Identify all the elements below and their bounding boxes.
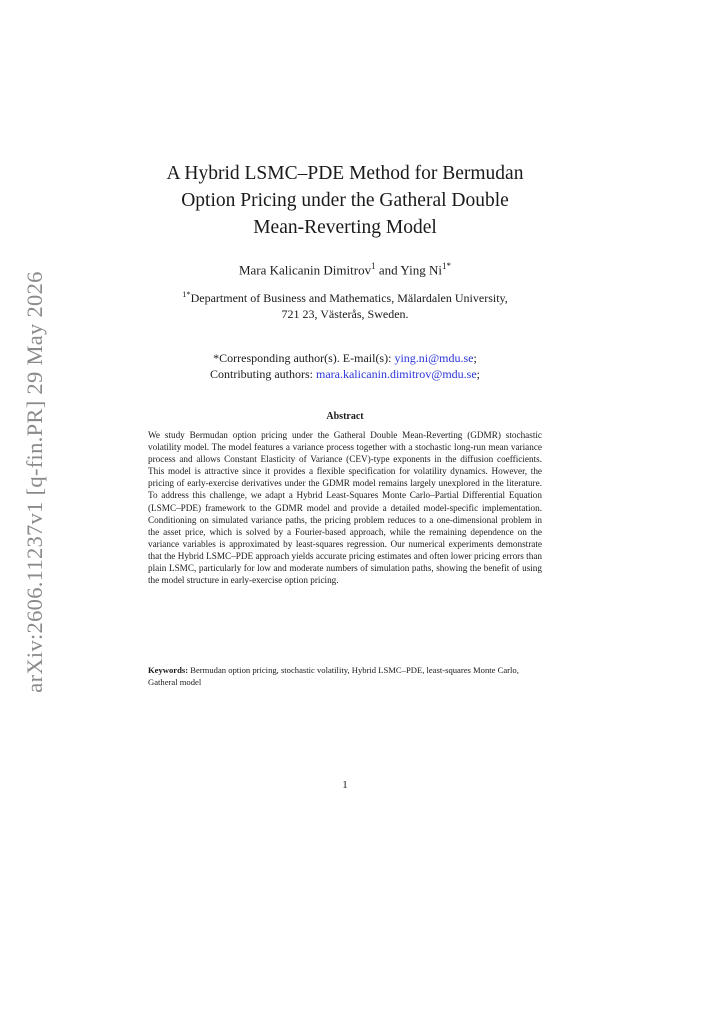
author-affil-marker: 1* bbox=[441, 261, 452, 271]
contact-info bbox=[130, 350, 560, 382]
author-connector: and bbox=[375, 262, 401, 278]
affiliation-line: Department of Business and Mathematics, Mälardalen University, bbox=[190, 291, 508, 305]
title-line: Mean-Reverting Model bbox=[253, 217, 437, 238]
corresponding-email-link[interactable]: ying.ni@mdu.se bbox=[394, 351, 474, 365]
arxiv-identifier: arXiv:2606.11237v1 [q-fin.PR] 29 May 2026 bbox=[22, 271, 47, 693]
affiliation-marker: 1* bbox=[182, 290, 191, 299]
contributing-label: Contributing authors: bbox=[209, 367, 316, 381]
author-affil-marker: 1 bbox=[371, 261, 376, 271]
title-line: A Hybrid LSMC–PDE Method for Bermudan bbox=[166, 163, 524, 184]
author-list bbox=[130, 261, 560, 278]
corresponding-label: *Corresponding author(s). E-mail(s): bbox=[213, 351, 395, 365]
paper-title bbox=[130, 160, 560, 241]
keywords bbox=[148, 665, 542, 688]
keywords-text: Bermudan option pricing, stochastic volatility, Hybrid LSMC–PDE, least-squares Monte Carlo, Gatheral model bbox=[148, 665, 521, 687]
page-number: 1 bbox=[342, 779, 348, 791]
punctuation: ; bbox=[473, 351, 477, 365]
arxiv-sidebar bbox=[18, 271, 52, 693]
author-name: Ying Ni bbox=[400, 262, 442, 278]
author-name: Mara Kalicanin Dimitrov bbox=[238, 262, 372, 278]
keywords-label: Keywords: bbox=[148, 665, 189, 675]
affiliation-line: 721 23, Västerås, Sweden. bbox=[281, 307, 409, 321]
abstract-heading: Abstract bbox=[326, 411, 364, 422]
punctuation: ; bbox=[476, 367, 481, 381]
abstract-text: We study Bermudan option pricing under the Gatheral Double Mean-Reverting (GDMR) stochastic volatility model. The model features a variance process together with a stochastic long-run mean variance process and allows Constant Elasticity of Variance (CEV)-type exponents in the diffusion coefficients. This model is attractive since it provides a flexible specification for volatility dynamics. However, the pricing of early-exercise derivatives under the GDMR model remains largely unexplored in the literature. To address this challenge, we adapt a Hybrid Least-Squares Monte Carlo–Partial Differential Equation (LSMC–PDE) framework to the GDMR model and provide a detailed model-specific implementation. Conditioning on simulated variance paths, the pricing problem reduces to a one-dimensional problem in the asset price, which is solved by a Fourier-based approach, while the remaining dependence on the variance variables is approximated by least-squares regression. Our numerical experiments demonstrate that the Hybrid LSMC–PDE approach yields accurate pricing estimates and often lower pricing errors than plain LSMC, particularly for low and moderate numbers of simulation paths, showing the benefit of using the model structure in early-exercise option pricing. bbox=[148, 430, 542, 586]
title-line: Option Pricing under the Gatheral Double bbox=[181, 190, 509, 211]
contributing-email-link[interactable]: mara.kalicanin.dimitrov@mdu.se bbox=[315, 367, 477, 381]
affiliation bbox=[130, 287, 560, 322]
